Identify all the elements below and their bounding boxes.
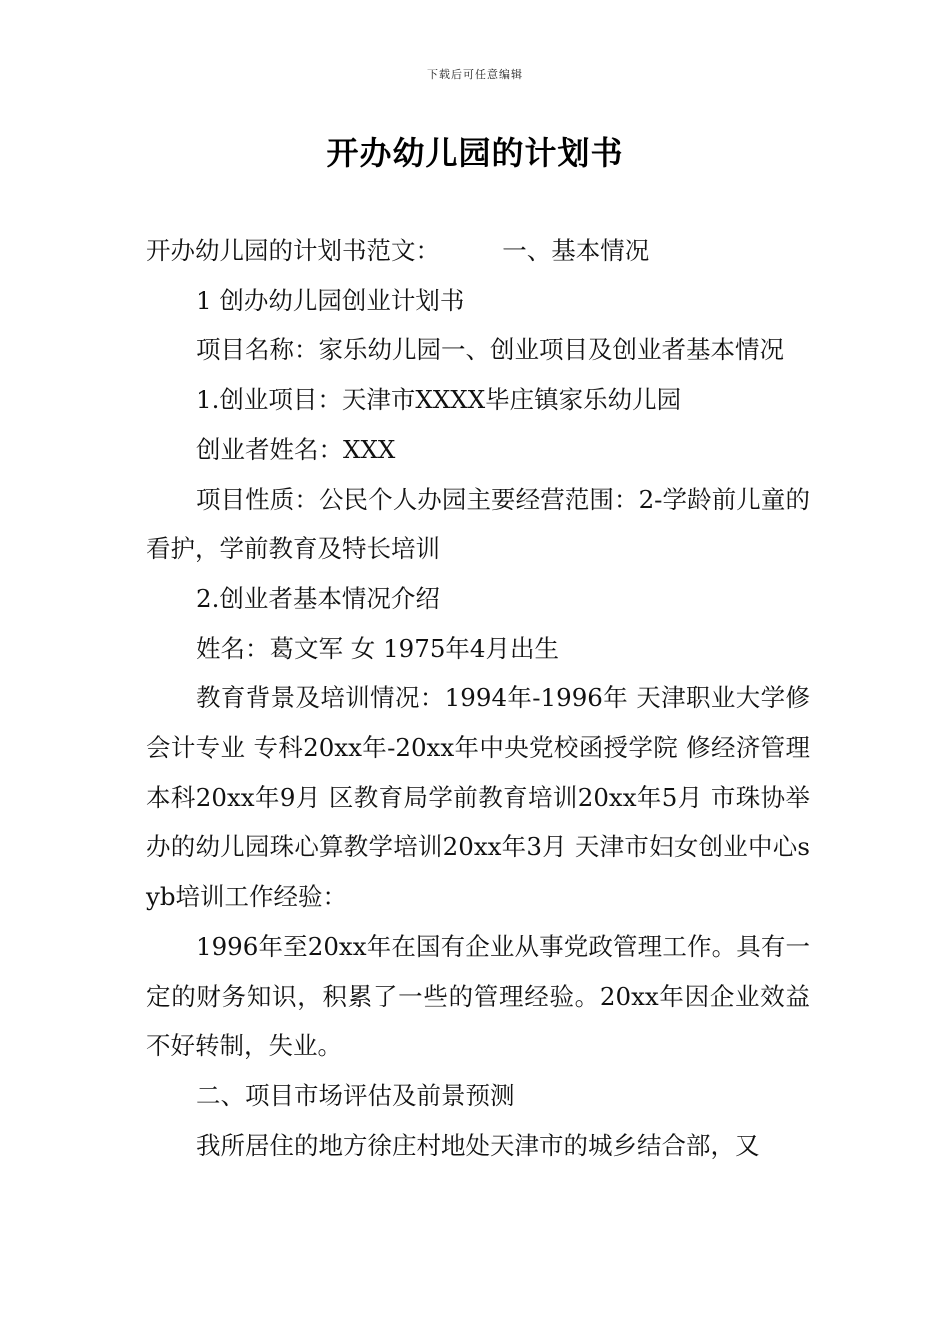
paragraph-founder-details: 姓名：葛文军 女 1975年4月出生	[196, 633, 560, 663]
paragraph-location: 我所居住的地方徐庄村地处天津市的城乡结合部，又	[196, 1130, 760, 1160]
paragraph-founder-name: 创业者姓名：XXX	[196, 434, 396, 464]
paragraph-project-name: 项目名称：家乐幼儿园一、创业项目及创业者基本情况	[196, 335, 784, 365]
paragraph-project-nature: 项目性质：公民个人办园主要经营范围：2-学龄前儿童的看护，学前教育及特长培训	[146, 484, 810, 564]
paragraph-education: 教育背景及培训情况：1994年-1996年 天津职业大学修会计专业 专科20xx年-20xx年中央党校函授学院 修经济管理本科20xx年9月 区教育局学前教育培训20xx年5月 市珠协举办的幼儿园珠心算教学培训20xx年3月 天津市妇女创业中心syb培训工作经验：	[146, 683, 810, 912]
paragraph-plan-heading: 1 创办幼儿园创业计划书	[196, 285, 465, 315]
document-title: 开办幼儿园的计划书	[326, 134, 624, 172]
document-body	[146, 226, 810, 1170]
paragraph-work-experience: 1996年至20xx年在国有企业从事党政管理工作。具有一定的财务知识，积累了一些的管理经验。20xx年因企业效益不好转制，失业。	[146, 931, 810, 1061]
paragraph-project: 1.创业项目：天津市XXXX毕庄镇家乐幼儿园	[196, 385, 682, 415]
header-note: 下载后可任意编辑	[427, 68, 523, 81]
paragraph-section-two-heading: 二、项目市场评估及前景预测	[196, 1080, 515, 1110]
paragraph-intro: 开办幼儿园的计划书范文： 一、基本情况	[146, 236, 650, 265]
paragraph-founder-intro-heading: 2.创业者基本情况介绍	[196, 583, 440, 613]
